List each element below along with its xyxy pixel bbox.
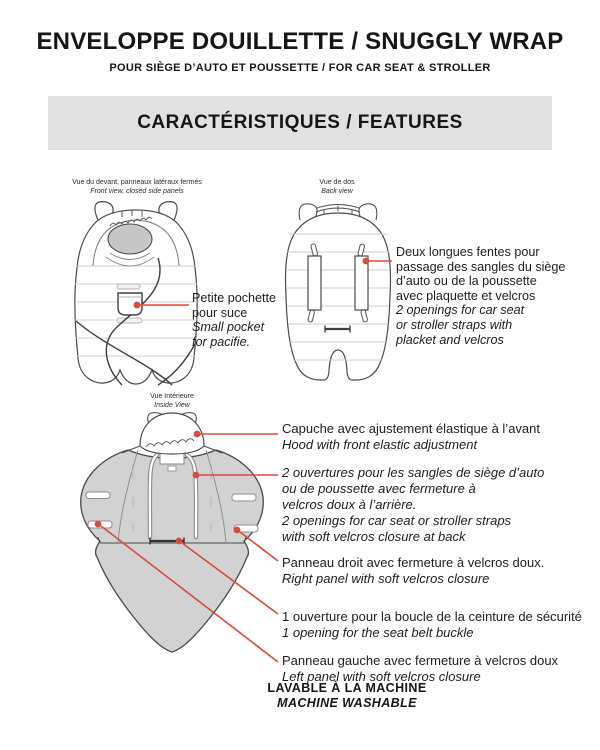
callout-pocket: [192, 291, 276, 349]
back-view-illustration: [276, 200, 400, 390]
callout-hood: [282, 421, 540, 453]
callout-strap-openings-fr-1: 2 ouvertures pour les sangles de siège d’auto: [282, 465, 545, 480]
callout-buckle-en: 1 opening for the seat belt buckle: [282, 625, 474, 640]
callout-left-panel-en: Left panel with soft velcros closure: [282, 669, 481, 684]
callout-strap-openings: [282, 465, 544, 545]
front-view-label-en: Front view, closed side panels: [90, 187, 184, 195]
callout-right-panel-en: Right panel with soft velcros closure: [282, 571, 490, 586]
callout-hood-en: Hood with front elastic adjustment: [282, 437, 478, 452]
callout-pocket-fr-1: Petite pochette: [192, 291, 277, 305]
pacifier-pocket: [118, 293, 142, 315]
page-subtitle: POUR SIÈGE D’AUTO ET POUSSETTE / FOR CAR SEAT & STROLLER: [109, 62, 491, 74]
callout-pocket-fr-2: pour suce: [192, 305, 248, 320]
front-view-label: [57, 179, 217, 196]
callout-right-panel: [282, 555, 544, 587]
back-view-label-fr: Vue de dos: [319, 179, 355, 186]
callout-left-panel-fr: Panneau gauche avec fermeture à velcros doux: [282, 653, 559, 668]
callout-back-openings-fr-2: passage des sangles du siège: [396, 259, 566, 274]
callout-back-openings-fr-1: Deux longues fentes pour: [396, 245, 540, 259]
callout-buckle: [282, 609, 582, 641]
callout-back-openings-fr-4: avec plaquette et velcros: [396, 288, 536, 303]
section-header-label: CARACTÉRISTIQUES / FEATURES: [137, 112, 463, 133]
callout-strap-openings-fr-2: ou de poussette avec fermeture à: [282, 481, 476, 496]
section-header-bar: [48, 96, 552, 150]
callout-hood-fr: Capuche avec ajustement élastique à l’avant: [282, 421, 540, 436]
callout-right-panel-fr: Panneau droit avec fermeture à velcros doux.: [282, 555, 545, 570]
back-view-label-en: Back view: [321, 187, 353, 195]
page-title: ENVELOPPE DOUILLETTE / SNUGGLY WRAP: [36, 28, 564, 55]
callout-strap-openings-fr-3: velcros doux à l’arrière.: [282, 497, 417, 512]
callout-pocket-en-1: Small pocket: [192, 320, 265, 335]
callout-back-openings-en-3: placket and velcros: [396, 332, 504, 347]
front-view-label-fr: Vue du devant, panneaux latéraux fermés: [72, 179, 202, 186]
inside-view-label-fr: Vue Intérieure: [150, 393, 194, 400]
callout-back-openings-en-1: 2 openings for car seat: [396, 303, 525, 318]
callout-back-openings-en-2: or stroller straps with: [396, 317, 513, 332]
care-instructions: [172, 681, 522, 711]
callout-strap-openings-en-2: with soft velcros closure at back: [282, 529, 466, 544]
care-instructions-en: MACHINE WASHABLE: [277, 696, 417, 710]
inside-view-label-en: Inside View: [154, 401, 190, 409]
callout-strap-openings-en-1: 2 openings for car seat or stroller straps: [282, 513, 512, 528]
hood-inside: [122, 413, 222, 454]
front-view-illustration: [60, 196, 212, 392]
callout-pocket-en-2: for pacifie.: [192, 334, 251, 349]
callout-back-openings-fr-3: d’auto ou de la poussette: [396, 274, 537, 289]
back-body-outline: [286, 213, 391, 380]
care-instructions-fr: LAVABLE À LA MACHINE: [267, 681, 427, 695]
inside-body-outline: [81, 450, 264, 652]
callout-back-openings: [396, 245, 565, 347]
face-opening: [108, 224, 152, 254]
back-view-label: [277, 179, 397, 196]
callout-buckle-fr: 1 ouverture pour la boucle de la ceinture de sécurité: [282, 609, 582, 624]
inside-view-illustration: [40, 405, 320, 665]
